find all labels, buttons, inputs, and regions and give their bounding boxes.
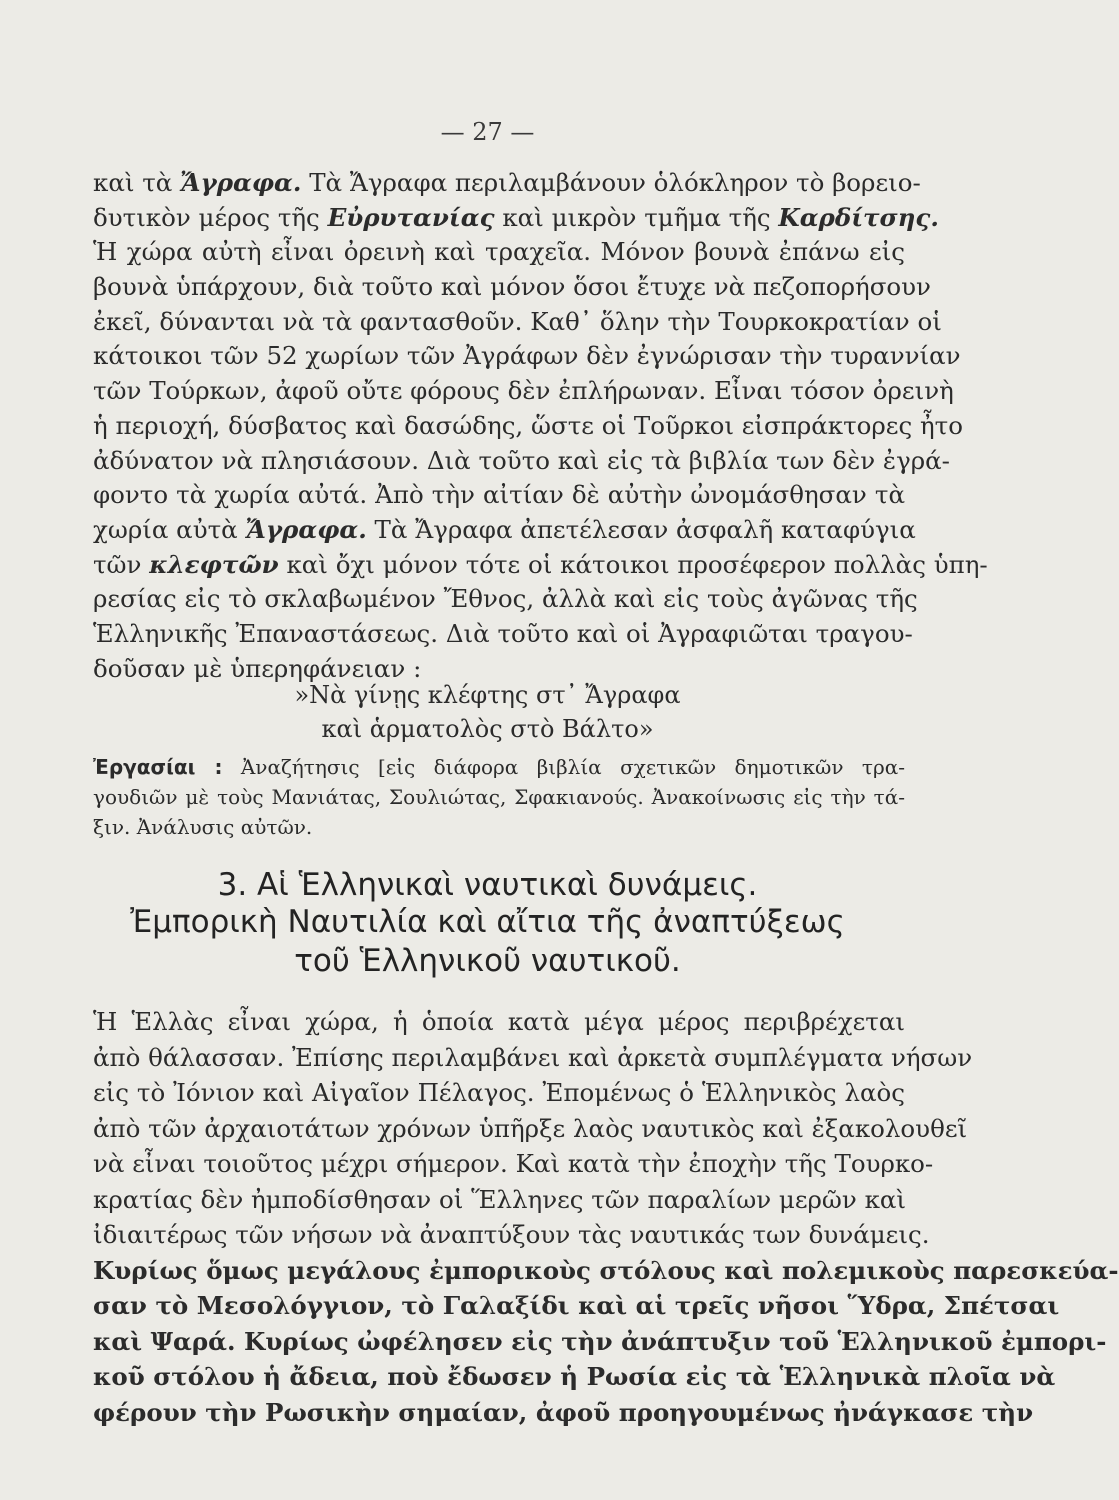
paragraph-naval [93,1004,1119,1430]
verse-line: καὶ ἁρματολὸς στὸ Βάλτο» [321,715,654,743]
text-line: εἰς τὸ Ἰόνιον καὶ Αἰγαῖον Πέλαγος. Ἐπομένως ὁ Ἑλληνικὸς λαὸς [93,1078,905,1107]
text-line: ἀπὸ τῶν ἀρχαιοτάτων χρόνων ὑπῆρξε λαὸς ναυτικὸς καὶ ἐξακολουθεῖ [93,1113,968,1143]
text-line: κρατίας δὲν ἠμποδίσθησαν οἱ Ἕλληνες τῶν παραλίων μερῶν καὶ [93,1184,907,1214]
section-subheading: Ἐμπορικὴ Ναυτιλία καὶ αἴτια τῆς ἀναπτύξεως [130,904,845,940]
text-line: Ἡ Ἑλλὰς εἶναι χώρα, ἡ ὁποία κατὰ μέγα μέρος περιβρέχεται [93,1007,905,1036]
text-line: ἐκεῖ, δύνανται νὰ τὰ φαντασθοῦν. Καθ᾿ ὅλην τὴν Τουρκοκρατίαν οἱ [93,306,942,336]
section-subheading: τοῦ Ἑλληνικοῦ ναυτικοῦ. [294,943,681,979]
exercises [93,752,905,842]
text-line: δοῦσαν μὲ ὑπερηφάνειαν : [93,653,422,683]
text-line: Κυρίως ὅμως μεγάλους ἐμπορικοὺς στόλους καὶ πολεμικοὺς παρεσκεύα- [93,1255,1119,1285]
text-line: σαν τὸ Μεσολόγγιον, τὸ Γαλαξίδι καὶ αἱ τρεῖς νῆσοι Ὕδρα, Σπέτσαι [93,1291,1060,1320]
text-line: δυτικὸν μέρος τῆς Εὐρυτανίας καὶ μικρὸν τμῆμα τῆς Καρδίτσης. [93,202,939,232]
text-line: ρεσίας εἰς τὸ σκλαβωμένον Ἔθνος, ἀλλὰ καὶ εἰς τοὺς ἀγῶνας τῆς [93,584,918,614]
verse-line: »Νὰ γίνῃς κλέφτης στ᾿ Ἄγραφα [294,681,681,709]
text-line: χωρία αὐτὰ Ἄγραφα. Τὰ Ἄγραφα ἀπετέλεσαν ἀσφαλῆ καταφύγια [93,514,916,544]
text-line: φέρουν τὴν Ρωσικὴν σημαίαν, ἀφοῦ προηγουμένως ἠνάγκασε τὴν [93,1397,1034,1427]
text-line: ἰδιαιτέρως τῶν νήσων νὰ ἀναπτύξουν τὰς ναυτικάς των δυνάμεις. [93,1220,930,1249]
paragraph-agrafa [93,166,988,686]
text-line: τῶν Τούρκων, ἀφοῦ οὔτε φόρους δὲν ἐπλήρωναν. Εἶναι τόσον ὀρεινὴ [93,376,954,406]
text-line: τῶν κλεφτῶν καὶ ὄχι μόνον τότε οἱ κάτοικοι προσέφερον πολλὰς ὑπη- [93,549,988,579]
page-number: — 27 — [440,118,535,146]
text-line: κοῦ στόλου ἡ ἄδεια, ποὺ ἔδωσεν ἡ Ρωσία εἰς τὰ Ἑλληνικὰ πλοῖα νὰ [93,1362,1056,1391]
text-line: γουδιῶν μὲ τοὺς Μανιάτας, Σουλιώτας, Σφακιανούς. Ἀνακοίνωσις εἰς τὴν τά- [93,785,905,809]
text-line: καὶ τὰ Ἄγραφα. Τὰ Ἄγραφα περιλαμβάνουν ὁλόκληρον τὸ βορειο- [93,168,921,197]
text-line: ἀδύνατον νὰ πλησιάσουν. Διὰ τοῦτο καὶ εἰς τὰ βιβλία των δὲν ἐγρά- [93,445,950,475]
text-line: ἀπὸ θάλασσαν. Ἐπίσης περιλαμβάνει καὶ ἀρκετὰ συμπλέγματα νήσων [93,1042,973,1072]
text-line: κάτοικοι τῶν 52 χωρίων τῶν Ἀγράφων δὲν ἐγνώρισαν τὴν τυραννίαν [93,341,961,371]
text-line: Ἑλληνικῆς Ἐπαναστάσεως. Διὰ τοῦτο καὶ οἱ Ἀγραφιῶται τραγου- [93,618,913,648]
section-heading: 3. Αἱ Ἑλληνικαὶ ναυτικαὶ δυνάμεις. [217,867,758,903]
text-line: ἡ περιοχή, δύσβατος καὶ δασώδης, ὥστε οἱ Τοῦρκοι εἰσπράκτορες ἦτο [93,410,963,440]
text-line: Ἐργασίαι : Ἀναζήτησις [εἰς διάφορα βιβλία σχετικῶν δημοτικῶν τρα- [93,755,905,779]
exercises-label: Ἐργασίαι : [93,755,223,779]
text-line: νὰ εἶναι τοιοῦτος μέχρι σήμερον. Καὶ κατὰ τὴν ἐποχὴν τῆς Τουρκο- [93,1149,934,1178]
text-line: βουνὰ ὑπάρχουν, διὰ τοῦτο καὶ μόνον ὅσοι ἔτυχε νὰ πεζοπορήσουν [93,272,931,302]
text-line: ξιν. Ἀνάλυσις αὐτῶν. [93,815,313,839]
text-line: φοντο τὰ χωρία αὐτά. Ἀπὸ τὴν αἰτίαν δὲ αὐτὴν ὠνομάσθησαν τὰ [93,480,905,510]
text-line: Ἡ χώρα αὐτὴ εἶναι ὀρεινὴ καὶ τραχεῖα. Μόνον βουνὰ ἐπάνω εἰς [93,237,905,267]
text-line: καὶ Ψαρά. Κυρίως ὠφέλησεν εἰς τὴν ἀνάπτυξιν τοῦ Ἑλληνικοῦ ἐμπορι- [93,1326,1107,1356]
